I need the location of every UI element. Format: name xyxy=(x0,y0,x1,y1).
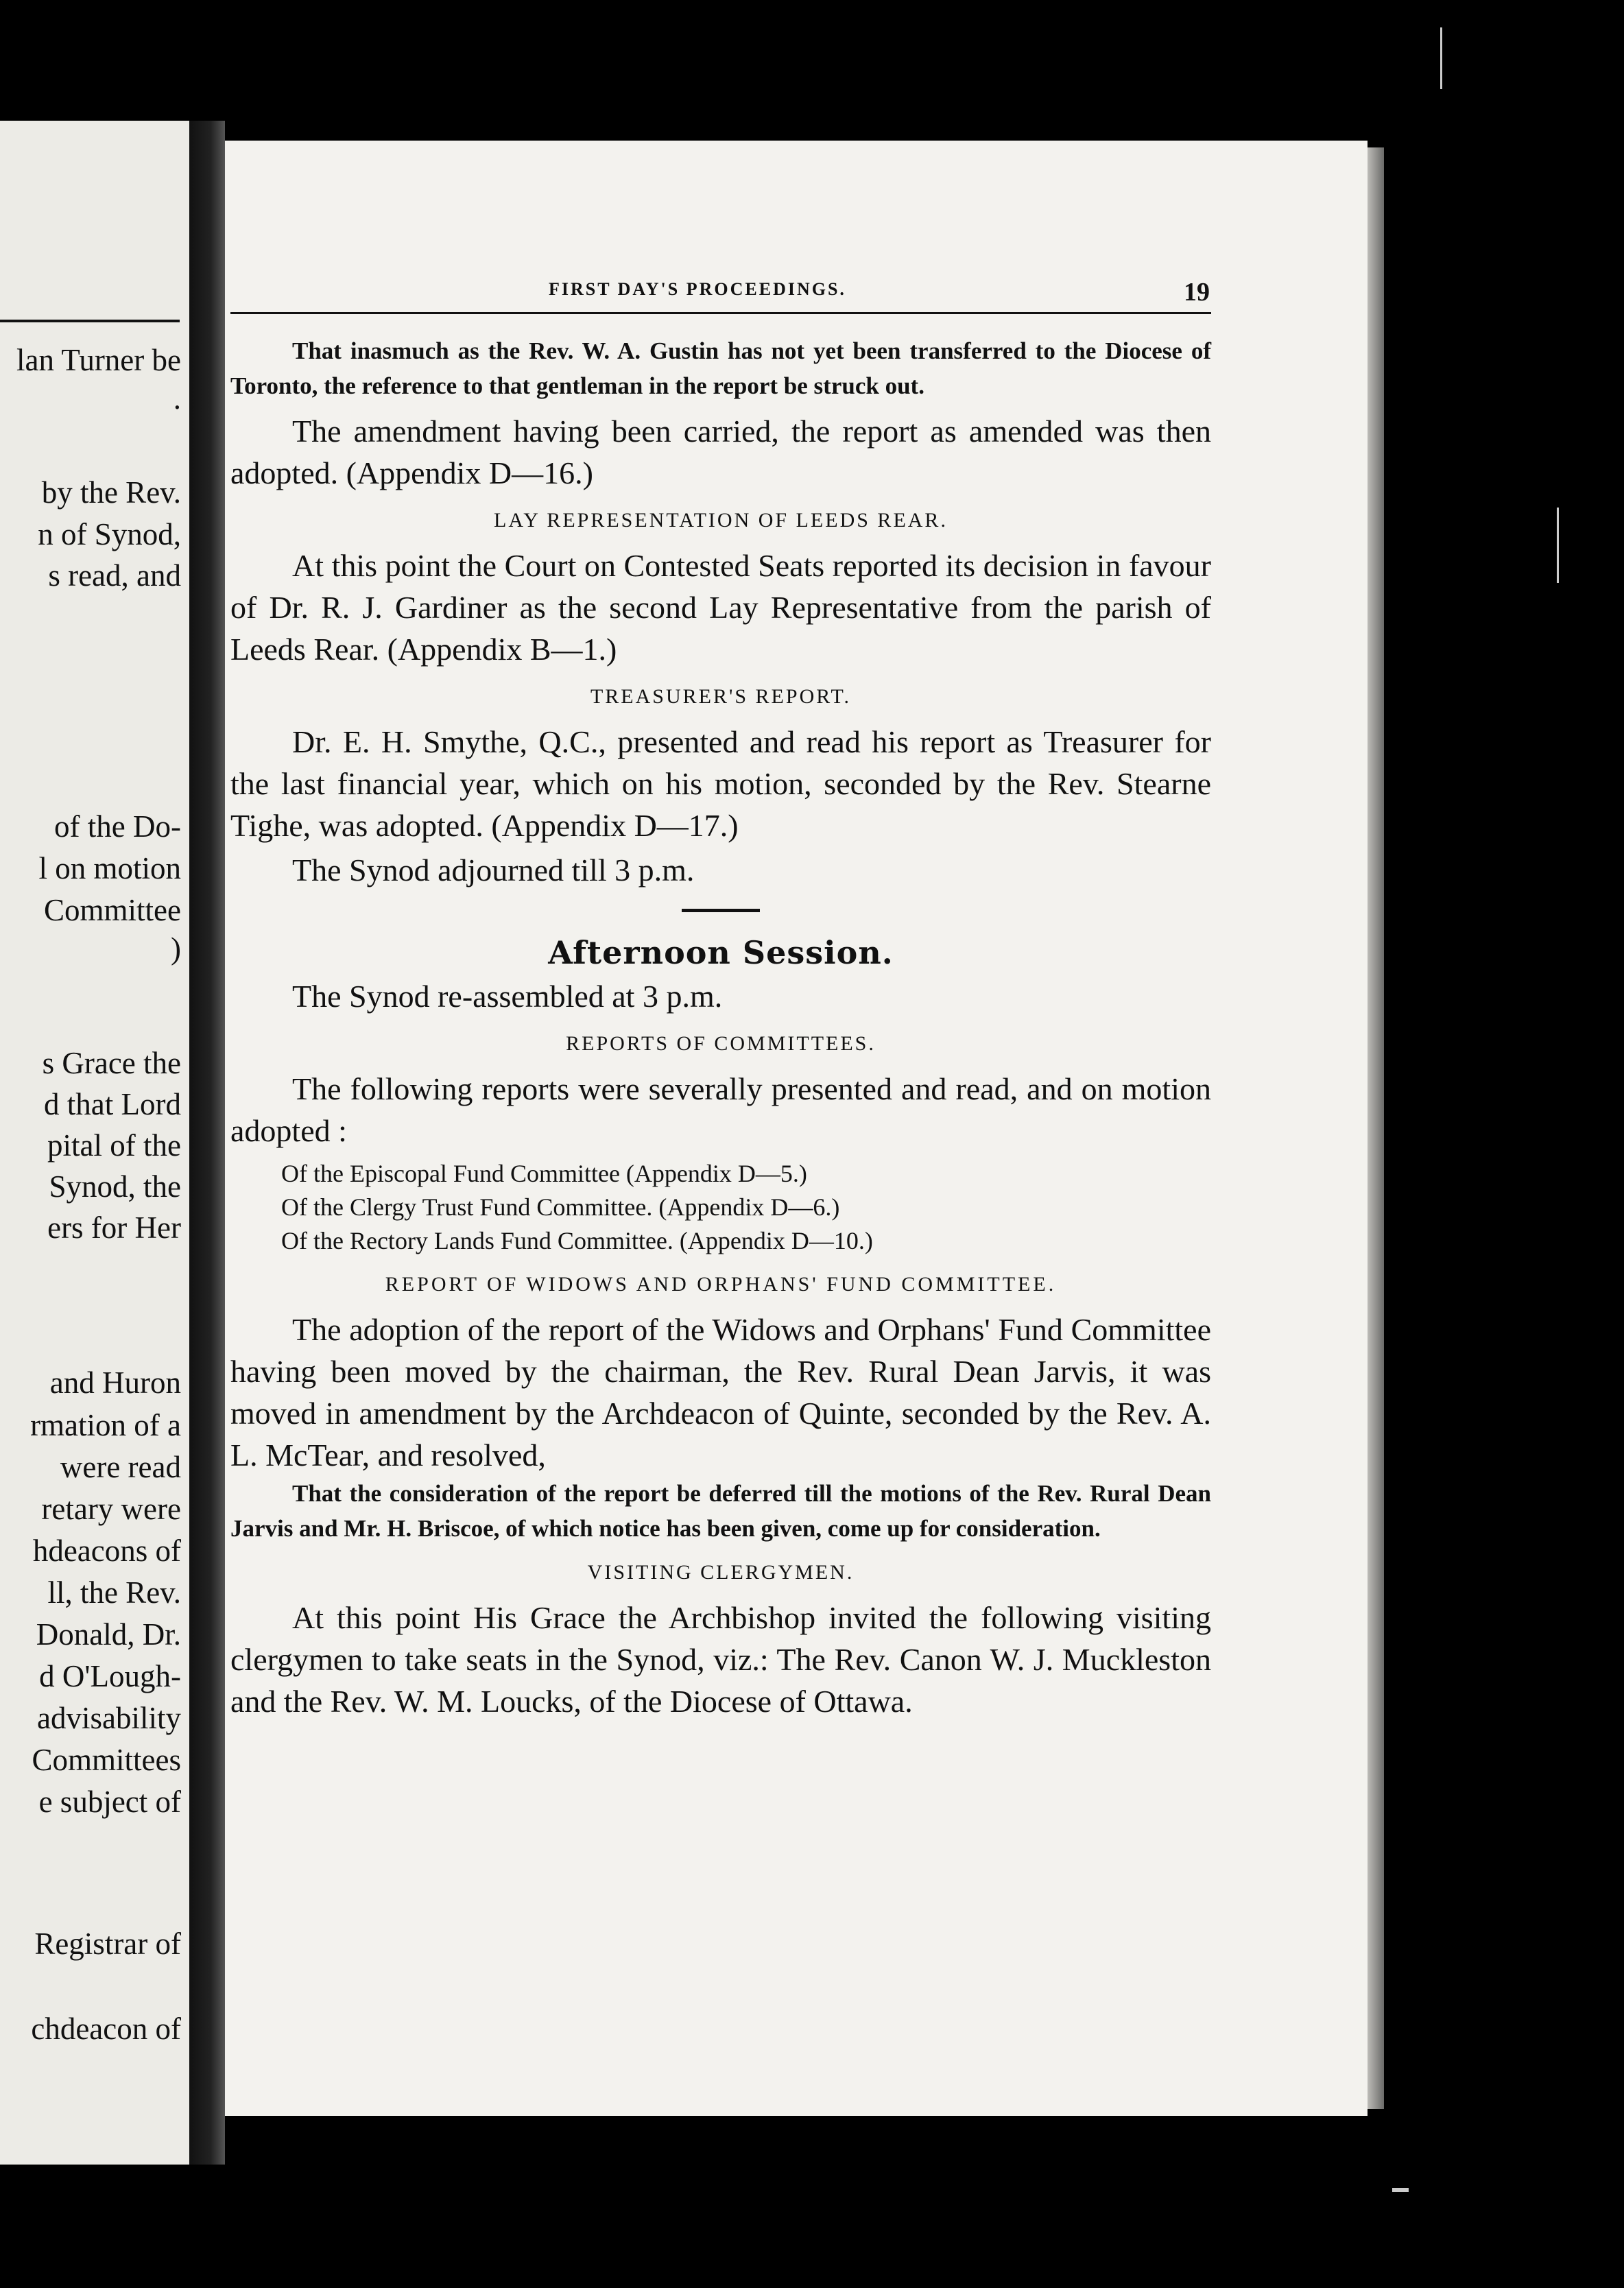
section-heading: LAY REPRESENTATION OF LEEDS REAR. xyxy=(494,509,948,532)
page-body xyxy=(230,333,1211,1722)
left-facing-page xyxy=(0,121,189,2165)
left-line: advisability xyxy=(37,1701,181,1735)
left-line: n of Synod, xyxy=(38,517,181,551)
left-line: pital of the xyxy=(47,1128,181,1163)
book-gutter-shadow xyxy=(189,121,225,2165)
left-line: . xyxy=(173,381,181,416)
left-line: ers for Her xyxy=(47,1211,181,1245)
left-line: and Huron xyxy=(49,1366,181,1400)
paragraph: The amendment having been carried, the report as amended was then adopted. (Appendix D—16.) xyxy=(230,414,1211,490)
quoted-resolution: That the consideration of the report be deferred till the motions of the Rev. Rural Dean Jarvis and Mr. H. Briscoe, of which notice has been given, come up for consideration. xyxy=(230,1480,1211,1542)
left-line: were read xyxy=(60,1450,181,1484)
paragraph: At this point His Grace the Archbishop invited the following visiting clergymen to take seats in the Synod, viz.: The Rev. Canon W. J. Muckleston and the Rev. W. M. Loucks, of the Diocese of Ottawa. xyxy=(230,1600,1211,1719)
section-heading: TREASURER'S REPORT. xyxy=(590,685,852,708)
page-number: 19 xyxy=(1184,278,1210,307)
left-line: s read, and xyxy=(48,558,181,593)
paragraph: The following reports were severally presented and read, and on motion adopted : xyxy=(230,1071,1211,1148)
paragraph: Dr. E. H. Smythe, Q.C., presented and read his report as Treasurer for the last financial year, which on his motion, seconded by the Rev. Stearne Tighe, was adopted. (Appendix D—17.) xyxy=(230,724,1211,843)
left-line: retary were xyxy=(41,1492,181,1526)
scan-artifact xyxy=(1440,27,1442,89)
left-line: ll, the Rev. xyxy=(47,1575,181,1610)
left-header-rule xyxy=(0,320,180,322)
paragraph: The adoption of the report of the Widows and Orphans' Fund Committee having been moved by the chairman, the Rev. Rural Dean Jarvis, it was moved in amendment by the Archdeacon of Quinte, seconded by the Rev. A. L. McTear, and resolved, xyxy=(230,1312,1211,1473)
left-line: d O'Lough- xyxy=(39,1659,181,1693)
left-line: rmation of a xyxy=(30,1408,181,1442)
scan-artifact xyxy=(1557,508,1559,583)
session-title: Afternoon Session. xyxy=(548,934,894,971)
left-line: Synod, the xyxy=(49,1169,181,1204)
paragraph: At this point the Court on Contested Seats reported its decision in favour of Dr. R. J. Gardiner as the second Lay Representative from the parish of Leeds Rear. (Appendix B—1.) xyxy=(230,548,1211,667)
list-item: Of the Episcopal Fund Committee (Appendix D—5.) xyxy=(281,1160,807,1187)
left-line: ) xyxy=(171,931,181,966)
section-separator xyxy=(682,909,760,912)
page-edge-shadow xyxy=(1368,147,1384,2109)
left-line: Committee xyxy=(44,893,181,927)
left-line: hdeacons of xyxy=(32,1534,181,1568)
reports-list xyxy=(230,1157,1211,1258)
header-rule xyxy=(230,312,1211,314)
section-heading: REPORT OF WIDOWS AND ORPHANS' FUND COMMITTEE. xyxy=(385,1273,1057,1296)
left-line: of the Do- xyxy=(54,809,181,844)
left-line: d that Lord xyxy=(44,1087,181,1121)
list-item: Of the Clergy Trust Fund Committee. (Appendix D—6.) xyxy=(281,1193,840,1221)
left-line: Registrar of xyxy=(34,1927,181,1961)
left-line: Donald, Dr. xyxy=(36,1617,181,1652)
scan-artifact xyxy=(1392,2188,1409,2192)
section-heading: REPORTS OF COMMITTEES. xyxy=(566,1032,876,1055)
left-line: Committees xyxy=(32,1743,181,1777)
section-heading: VISITING CLERGYMEN. xyxy=(587,1561,855,1584)
left-line: s Grace the xyxy=(42,1046,181,1080)
left-line: by the Rev. xyxy=(41,475,181,510)
paragraph: The Synod adjourned till 3 p.m. xyxy=(292,853,695,887)
paragraph: The Synod re-assembled at 3 p.m. xyxy=(292,979,723,1014)
left-line: chdeacon of xyxy=(31,2012,181,2046)
quoted-resolution: That inasmuch as the Rev. W. A. Gustin has not yet been transferred to the Diocese of Toronto, the reference to that gentleman in the report be struck out. xyxy=(230,337,1211,399)
running-header: FIRST DAY'S PROCEEDINGS. xyxy=(549,279,846,299)
list-item: Of the Rectory Lands Fund Committee. (Appendix D—10.) xyxy=(281,1227,873,1254)
left-line: e subject of xyxy=(38,1785,181,1819)
left-line: l on motion xyxy=(38,851,181,885)
left-line: lan Turner be xyxy=(16,343,181,377)
